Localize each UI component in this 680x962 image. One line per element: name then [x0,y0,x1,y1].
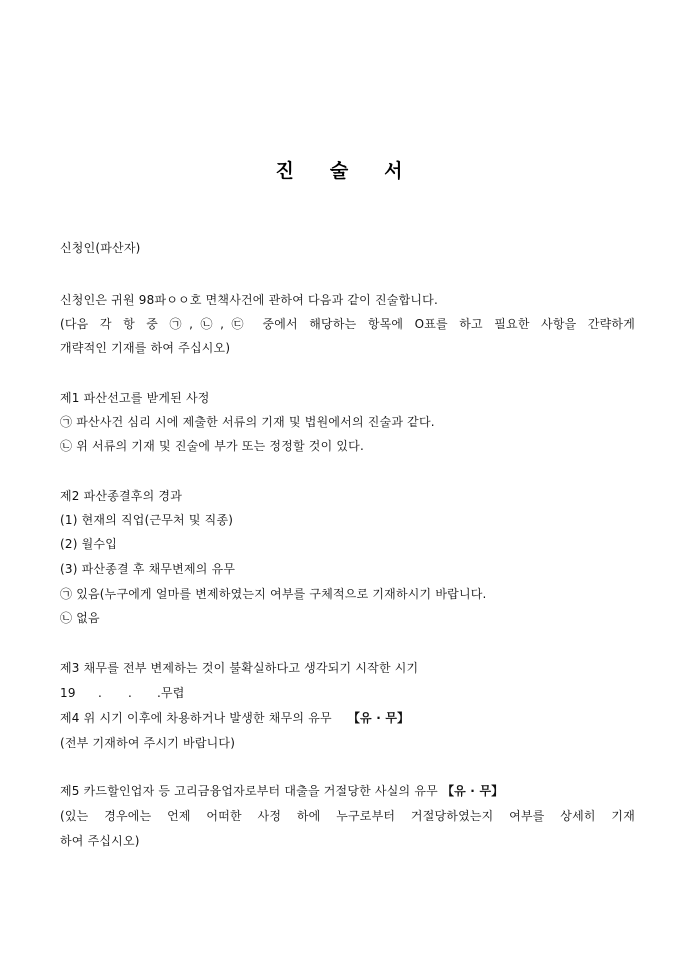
date-separator: . [128,686,133,700]
section5-heading: 제5 카드할인업자 등 고리금융업자로부터 대출을 거절당한 사실의 유무 [60,784,438,798]
applicant-label: 신청인(파산자) [60,241,141,255]
section4-heading: 제4 위 시기 이후에 차용하거나 발생한 채무의 유무 [60,711,332,725]
date-year: 19 [60,686,76,700]
section5-yes-no: 【유 · 무】 [441,784,504,798]
date-suffix: .무렵 [157,686,185,700]
intro-instruction-line2: 개략적인 기재를 하여 주십시오) [60,341,231,355]
section4-heading-line [60,710,635,726]
section4-yes-no: 【유 · 무】 [347,711,410,725]
intro-instruction-line1: (다음 각 항 중 ㉠,㉡,㉢ 중에서 해당하는 항목에 O표를 하고 필요한 사항을 간략하게 [60,317,635,331]
section1-option-b: ㉡ 위 서류의 기재 및 진술에 부가 또는 정정할 것이 있다. [60,439,364,453]
section3-heading: 제3 채무를 전부 변제하는 것이 불확실하다고 생각되기 시작한 시기 [60,661,419,675]
section5-note-line1: (있는 경우에는 언제 어떠한 사정 하에 누구로부터 거절당하였는지 여부를 상세히 기재 [60,809,635,823]
section2-option-b: ㉡ 없음 [60,611,100,625]
section2-item-repayment: (3) 파산종결 후 채무변제의 유무 [60,562,236,576]
section5-heading-line [60,783,635,799]
section2-item-income: (2) 월수입 [60,537,117,551]
section2-option-a: ㉠ 있음(누구에게 얼마를 변제하였는지 여부를 구체적으로 기재하시기 바랍니다. [60,587,487,601]
title-char: 서 [384,160,405,182]
document-title [0,156,680,183]
title-char: 진 [275,160,296,182]
section4-note: (전부 기재하여 주시기 바랍니다) [60,736,236,750]
date-separator: . [98,686,103,700]
section2-heading: 제2 파산종결후의 경과 [60,489,182,503]
section2-item-occupation: (1) 현재의 직업(근무처 및 직종) [60,513,234,527]
title-char: 술 [329,160,351,182]
section1-option-a: ㉠ 파산사건 심리 시에 제출한 서류의 기재 및 법원에서의 진술과 같다. [60,415,435,429]
section3-date-field [60,685,635,701]
intro-statement: 신청인은 귀원 98파ㅇㅇ호 면책사건에 관하여 다음과 같이 진술합니다. [60,293,438,307]
section5-note-line2: 하여 주십시오) [60,834,140,848]
section1-heading: 제1 파산선고를 받게된 사정 [60,391,210,405]
